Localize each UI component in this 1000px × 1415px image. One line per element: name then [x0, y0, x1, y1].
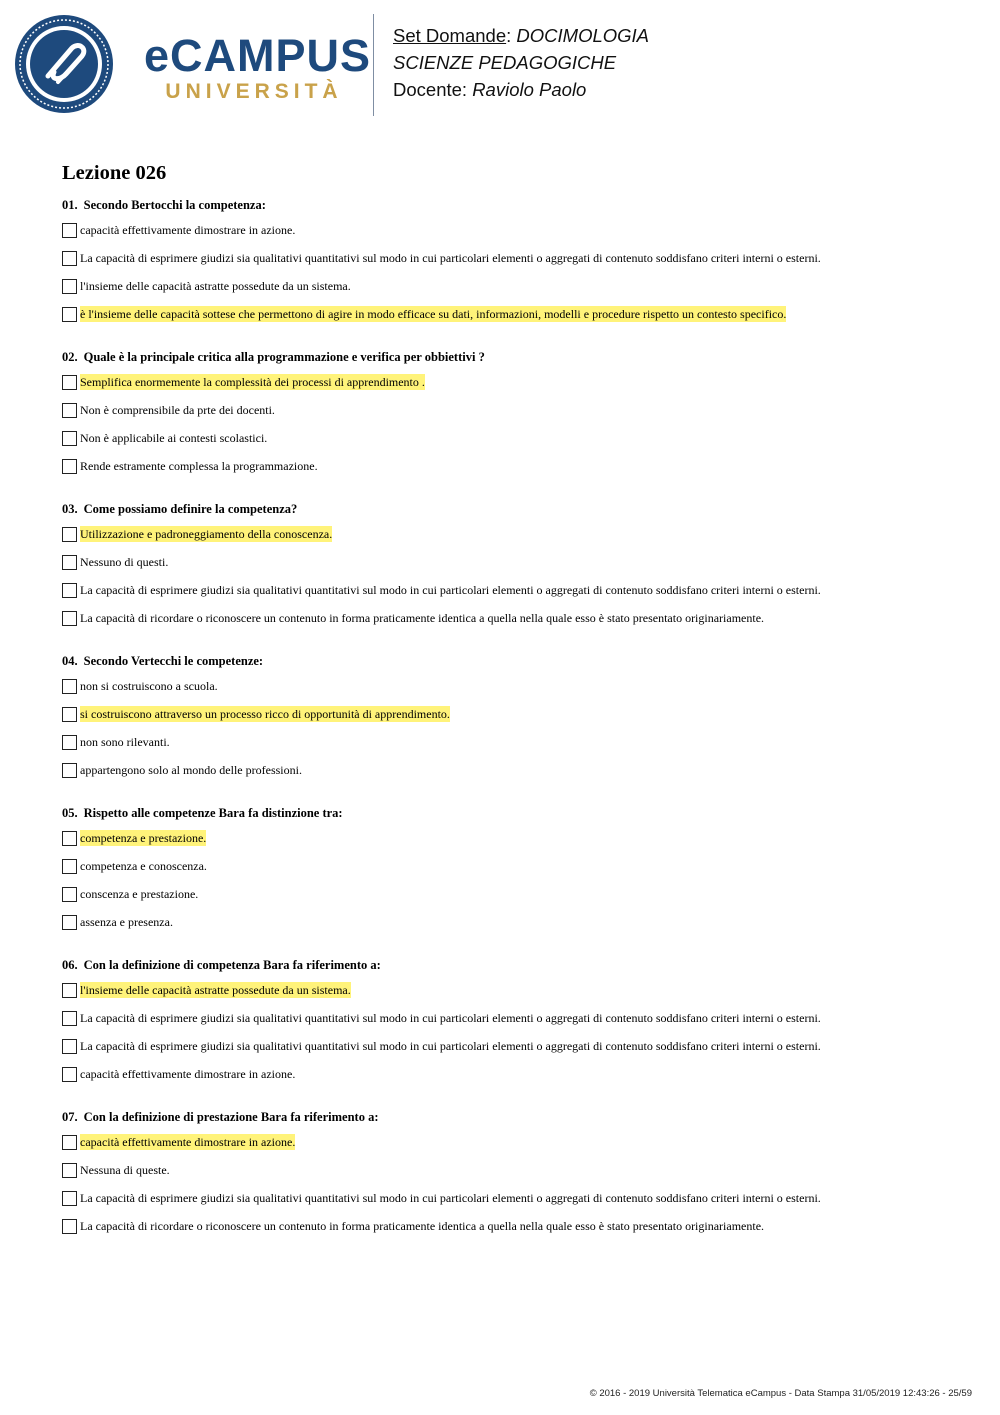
teacher-label: Docente: [393, 79, 468, 100]
answer-text: non si costruiscono a scuola. [80, 679, 218, 693]
answer-text: La capacità di esprimere giudizi sia qualitativi quantitativi sul modo in cui particolari elementi o aggregati di contenuto soddisfano criteri interni o esterni. [80, 1039, 821, 1053]
answer-option[interactable] [62, 886, 962, 914]
question [62, 348, 962, 486]
answer-text: Nessuno di questi. [80, 555, 169, 569]
correct-answer-text: Utilizzazione e padroneggiamento della conoscenza. [80, 527, 333, 541]
correct-answer-text: l'insieme delle capacità astratte possedute da un sistema. [80, 983, 351, 997]
answer-text: conscenza e prestazione. [80, 887, 199, 901]
answer-text: competenza e conoscenza. [80, 859, 207, 873]
question-text [62, 500, 962, 518]
answer-text: Non è comprensibile da prte dei docenti. [80, 403, 275, 417]
question-label: Come possiamo definire la competenza? [83, 502, 298, 516]
answer-checkbox[interactable] [62, 1067, 77, 1082]
correct-answer-text: capacità effettivamente dimostrare in azione. [80, 1135, 296, 1149]
answer-checkbox[interactable] [62, 887, 77, 902]
answer-checkbox[interactable] [62, 251, 77, 266]
correct-answer-text: si costruiscono attraverso un processo ricco di opportunità di apprendimento. [80, 707, 450, 721]
answer-checkbox[interactable] [62, 859, 77, 874]
answer-option[interactable] [62, 1134, 962, 1162]
question [62, 196, 962, 334]
question [62, 652, 962, 790]
answer-option[interactable] [62, 734, 962, 762]
answer-option[interactable] [62, 582, 962, 610]
answer-text: non sono rilevanti. [80, 735, 170, 749]
answer-option[interactable] [62, 830, 962, 858]
answer-text: Non è applicabile ai contesti scolastici. [80, 431, 268, 445]
question-number: 02. [62, 350, 78, 364]
answer-option[interactable] [62, 1190, 962, 1218]
answer-option[interactable] [62, 914, 962, 942]
question-number: 07. [62, 1110, 78, 1124]
question-text [62, 348, 962, 366]
answer-option[interactable] [62, 610, 962, 638]
question [62, 1108, 962, 1246]
lesson-title: Lezione 026 [62, 162, 167, 184]
answer-checkbox[interactable] [62, 915, 77, 930]
header-divider [373, 14, 374, 116]
question [62, 804, 962, 942]
answer-option[interactable] [62, 1066, 962, 1094]
question-number: 04. [62, 654, 78, 668]
answer-checkbox[interactable] [62, 279, 77, 294]
question-text [62, 652, 962, 670]
answer-checkbox[interactable] [62, 459, 77, 474]
answer-option[interactable] [62, 1218, 962, 1246]
answer-text: La capacità di esprimere giudizi sia qualitativi quantitativi sul modo in cui particolari elementi o aggregati di contenuto soddisfano criteri interni o esterni. [80, 251, 821, 265]
ecampus-emblem-icon [14, 14, 114, 114]
correct-answer-text: competenza e prestazione. [80, 831, 207, 845]
answer-checkbox[interactable] [62, 223, 77, 238]
header-info [393, 22, 649, 103]
answer-checkbox[interactable] [62, 527, 77, 542]
answer-text: La capacità di ricordare o riconoscere un contenuto in forma praticamente identica a quella nella quale esso è stato presentato originariamente. [80, 1219, 765, 1233]
answer-text: La capacità di esprimere giudizi sia qualitativi quantitativi sul modo in cui particolari elementi o aggregati di contenuto soddisfano criteri interni o esterni. [80, 583, 821, 597]
answer-option[interactable] [62, 858, 962, 886]
answer-option[interactable] [62, 222, 962, 250]
answer-checkbox[interactable] [62, 1191, 77, 1206]
question-label: Quale è la principale critica alla programmazione e verifica per obbiettivi ? [83, 350, 485, 364]
answer-checkbox[interactable] [62, 555, 77, 570]
answer-option[interactable] [62, 762, 962, 790]
answer-text: La capacità di ricordare o riconoscere un contenuto in forma praticamente identica a quella nella quale esso è stato presentato originariamente. [80, 611, 765, 625]
question-label: Con la definizione di competenza Bara fa riferimento a: [83, 958, 381, 972]
teacher-name: Raviolo Paolo [472, 79, 587, 100]
set-line: Set Domande: DOCIMOLOGIA [393, 25, 650, 46]
question-number: 05. [62, 806, 78, 820]
question-number: 06. [62, 958, 78, 972]
question-number: 01. [62, 198, 78, 212]
set-value: DOCIMOLOGIA [516, 25, 650, 46]
answer-option[interactable] [62, 706, 962, 734]
answer-checkbox[interactable] [62, 375, 77, 390]
answer-checkbox[interactable] [62, 431, 77, 446]
page-footer: © 2016 - 2019 Università Telematica eCampus - Data Stampa 31/05/2019 12:43:26 - 25/59 [589, 1388, 972, 1399]
answer-option[interactable] [62, 374, 962, 402]
question [62, 956, 962, 1094]
question [62, 500, 962, 638]
question-text [62, 1108, 962, 1126]
answer-checkbox[interactable] [62, 1039, 77, 1054]
answer-text: Rende estramente complessa la programmazione. [80, 459, 318, 473]
question-label: Secondo Vertecchi le competenze: [83, 654, 264, 668]
answer-option[interactable] [62, 306, 962, 334]
answer-checkbox[interactable] [62, 1135, 77, 1150]
question-label: Con la definizione di prestazione Bara fa riferimento a: [83, 1110, 379, 1124]
answer-option[interactable] [62, 278, 962, 306]
question-text [62, 196, 962, 214]
answer-text: capacità effettivamente dimostrare in azione. [80, 1067, 296, 1081]
answer-checkbox[interactable] [62, 1163, 77, 1178]
answer-text: capacità effettivamente dimostrare in azione. [80, 223, 296, 237]
answer-text: La capacità di esprimere giudizi sia qualitativi quantitativi sul modo in cui particolari elementi o aggregati di contenuto soddisfano criteri interni o esterni. [80, 1011, 821, 1025]
page-header [0, 0, 1000, 130]
answer-checkbox[interactable] [62, 1219, 77, 1234]
answer-option[interactable] [62, 982, 962, 1010]
correct-answer-text: Semplifica enormemente la complessità dei processi di apprendimento . [80, 375, 425, 389]
logo-subtitle: UNIVERSITÀ [165, 80, 343, 103]
answer-checkbox[interactable] [62, 763, 77, 778]
answer-checkbox[interactable] [62, 1011, 77, 1026]
question-list [62, 196, 962, 1260]
answer-option[interactable] [62, 678, 962, 706]
answer-option[interactable] [62, 554, 962, 582]
answer-text: appartengono solo al mondo delle professioni. [80, 763, 302, 777]
answer-checkbox[interactable] [62, 611, 77, 626]
answer-checkbox[interactable] [62, 983, 77, 998]
answer-text: assenza e presenza. [80, 915, 173, 929]
question-text [62, 956, 962, 974]
set-label: Set Domande [393, 25, 507, 46]
teacher-line [393, 76, 649, 103]
answer-option[interactable] [62, 402, 962, 430]
question-label: Secondo Bertocchi la competenza: [83, 198, 266, 212]
answer-option[interactable] [62, 1162, 962, 1190]
answer-text: Nessuna di queste. [80, 1163, 170, 1177]
answer-option[interactable] [62, 1010, 962, 1038]
answer-text: l'insieme delle capacità astratte possedute da un sistema. [80, 279, 351, 293]
question-label: Rispetto alle competenze Bara fa distinzione tra: [83, 806, 343, 820]
correct-answer-text: è l'insieme delle capacità sottese che permettono di agire in modo efficace su dati, informazioni, modelli e procedure rispetto un contesto specifico. [80, 307, 787, 321]
answer-option[interactable] [62, 1038, 962, 1066]
answer-checkbox[interactable] [62, 707, 77, 722]
answer-checkbox[interactable] [62, 403, 77, 418]
answer-option[interactable] [62, 458, 962, 486]
logo-wordmark [144, 32, 374, 104]
course-name: SCIENZE PEDAGOGICHE [393, 52, 617, 73]
answer-text: La capacità di esprimere giudizi sia qualitativi quantitativi sul modo in cui particolari elementi o aggregati di contenuto soddisfano criteri interni o esterni. [80, 1191, 821, 1205]
question-number: 03. [62, 502, 78, 516]
answer-option[interactable] [62, 526, 962, 554]
answer-option[interactable] [62, 250, 962, 278]
answer-checkbox[interactable] [62, 735, 77, 750]
answer-option[interactable] [62, 430, 962, 458]
ecampus-logo [14, 14, 374, 124]
logo-brand: eCAMPUS [144, 30, 372, 81]
question-text [62, 804, 962, 822]
answer-checkbox[interactable] [62, 831, 77, 846]
answer-checkbox[interactable] [62, 307, 77, 322]
answer-checkbox[interactable] [62, 583, 77, 598]
answer-checkbox[interactable] [62, 679, 77, 694]
